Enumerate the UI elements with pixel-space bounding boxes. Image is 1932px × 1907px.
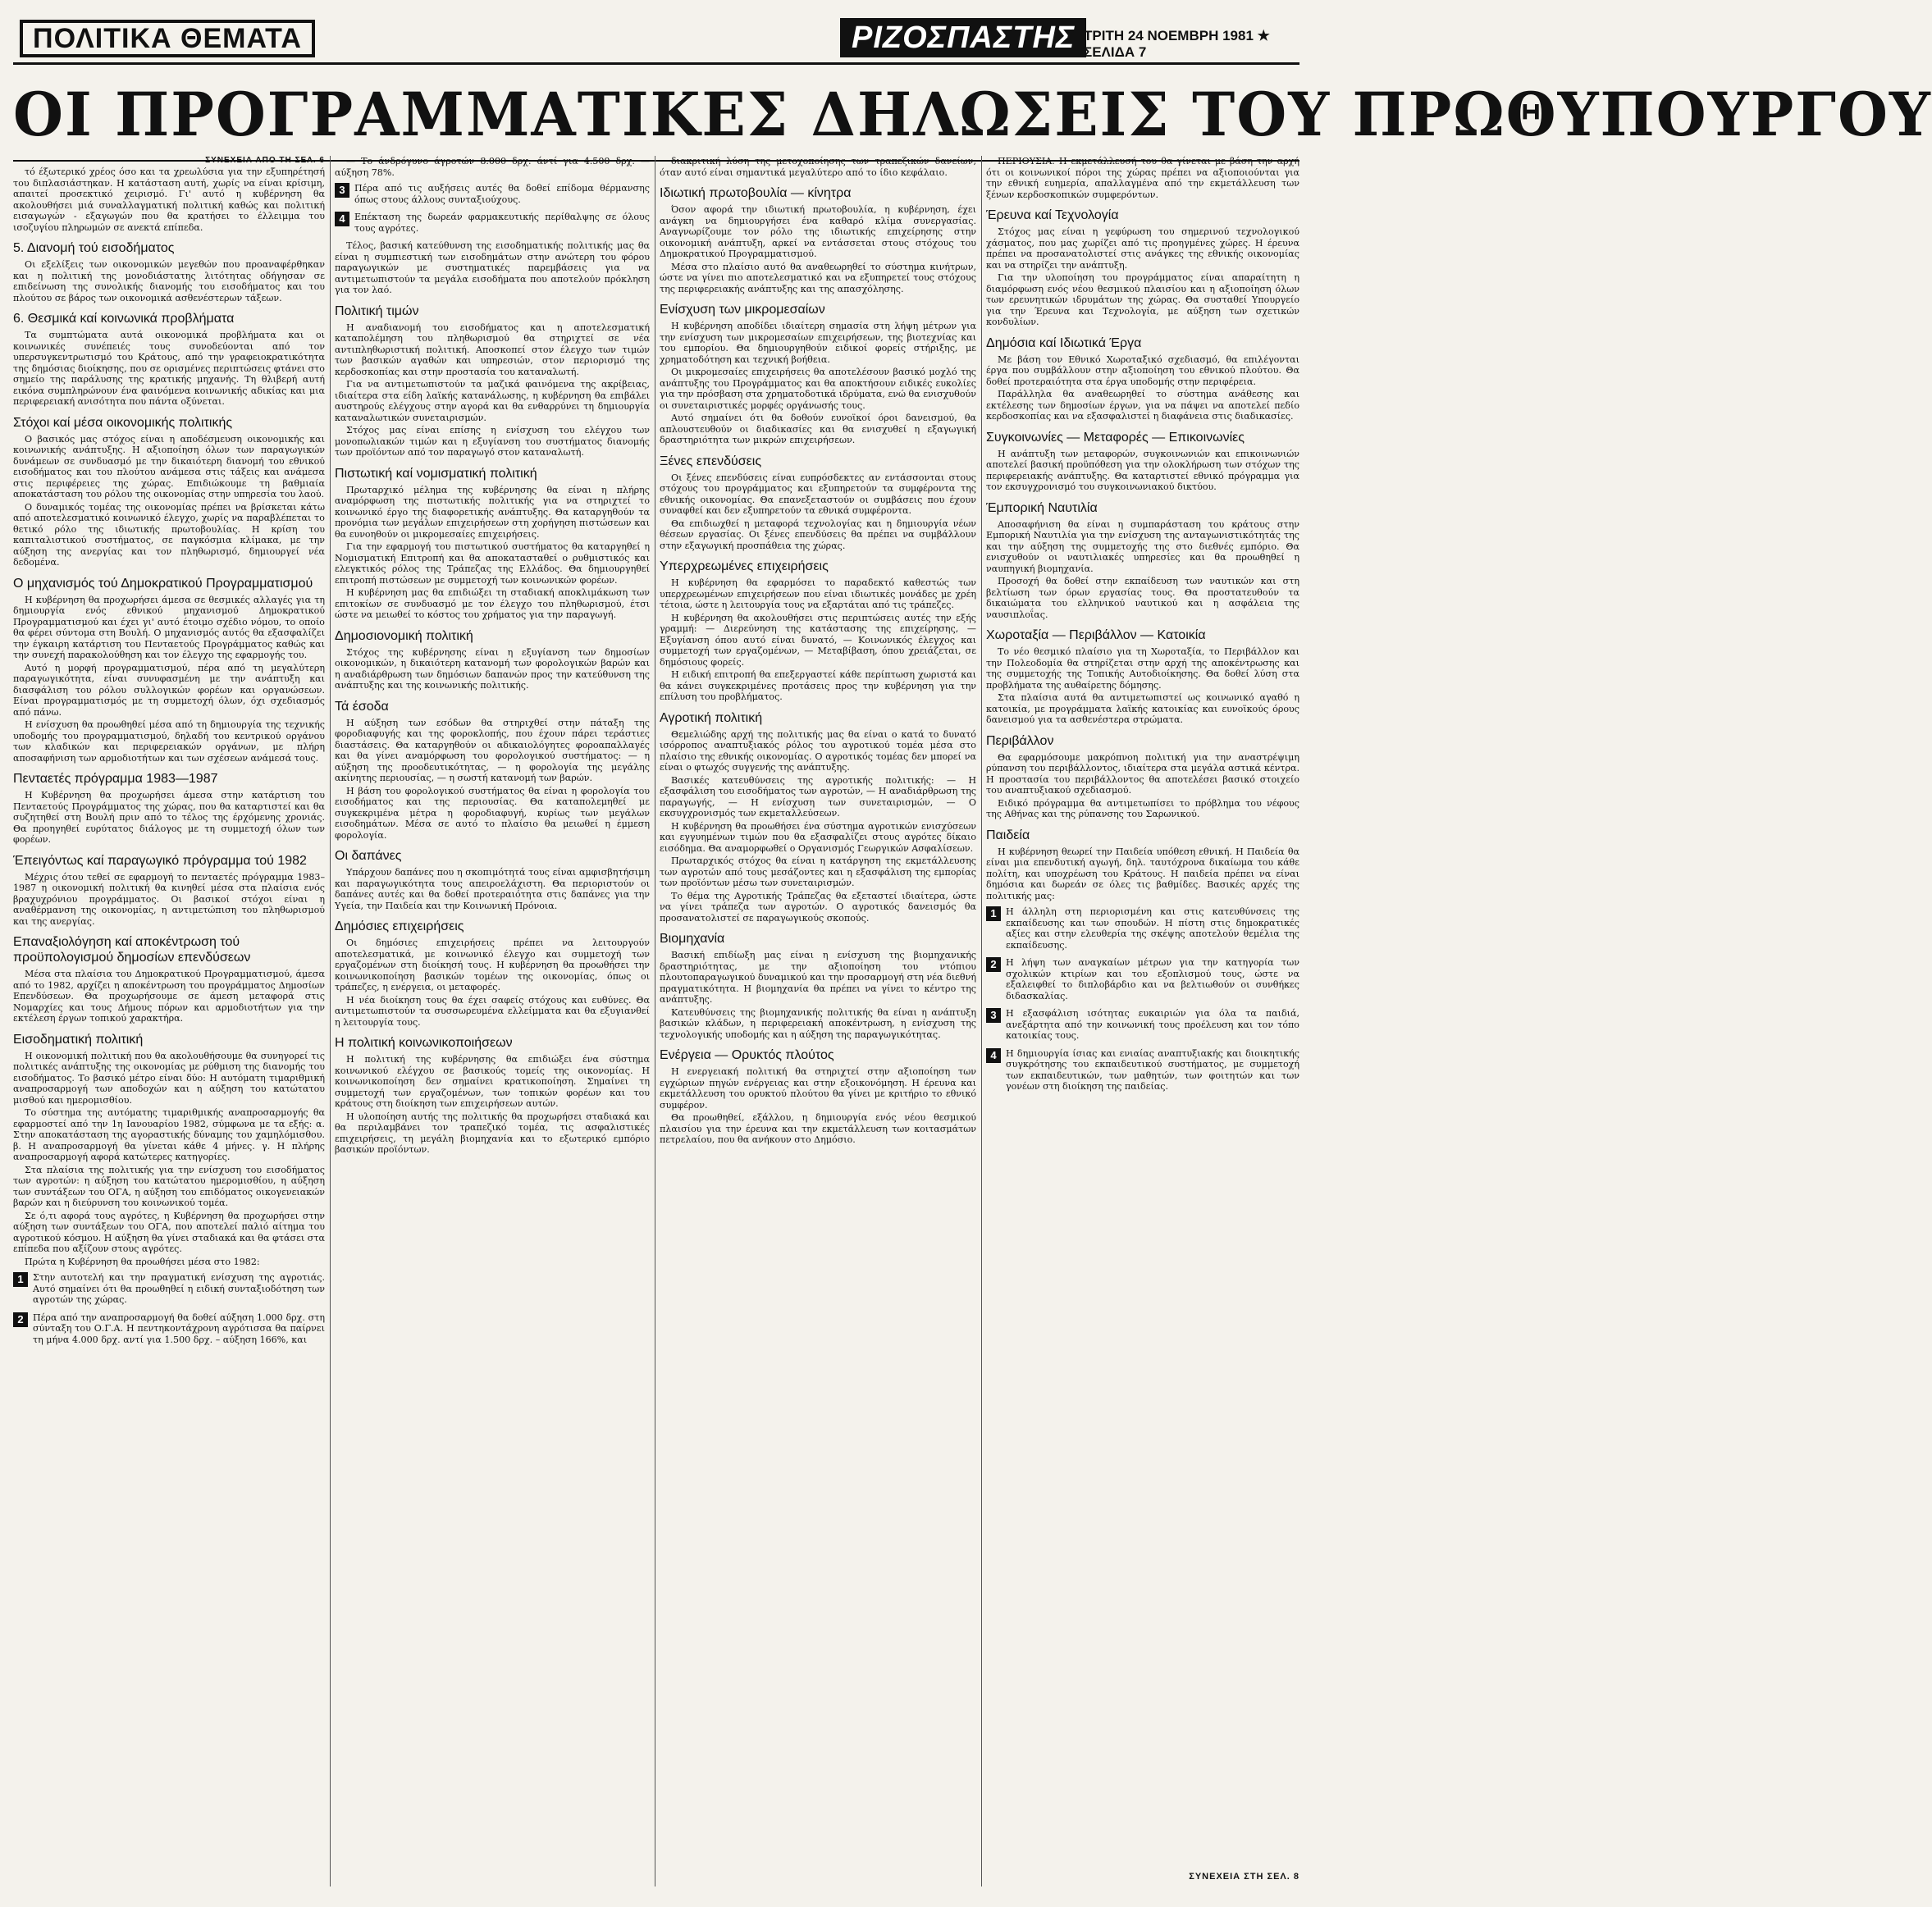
- paragraph: Η αναδιανομή του εισοδήματος και η αποτελεσματική καταπολέμηση του πληθωρισμού θα στηριχτεί σε νέα αντιπληθωριστική πολιτική. Αποσκοπεί στον έλεγχο των τιμών των βασικών αγαθών και υπηρεσιών, στον περιορισμό της κερδοσκοπίας και στην προστασία του καταναλωτή.: [335, 322, 650, 377]
- paragraph: Η αύξηση των εσόδων θα στηριχθεί στην πάταξη της φοροδιαφυγής και της φοροκλοπής, που έχουν πάρει τεράστιες διαστάσεις. Θα καταργηθούν οι αδικαιολόγητες φοροαπαλλαγές και θα γίνει αναμόρφωση του φορολογικού συστήματος: — η αύξηση της προοδευτικότητας, — η φορολογία της μεγάλης ακίνητης περιουσίας, — η σωστή κατανομή των βαρών.: [335, 717, 650, 783]
- paragraph: Μέσα στο πλαίσιο αυτό θα αναθεωρηθεί το σύστημα κινήτρων, ώστε να γίνει πιο αποτελεσματικό και να εξυπηρετεί τους στόχους της περιφερειακής ανάπτυξης και της απασχόλησης.: [660, 261, 976, 294]
- paragraph: Η βάση του φορολογικού συστήματος θα είναι η φορολογία του εισοδήματος και της περιουσίας. Θα καταπολεμηθεί με συγκεκριμένα μέτρα η φοροδιαφυγή, κυρίως των μεγάλων εισοδημάτων. Μέσα σε αυτό το πλαίσιο θα μειωθεί η έμμεση φορολογία.: [335, 785, 650, 841]
- paragraph: Η δημιουργία ίσιας και ενιαίας αναπτυξιακής και διοικητικής συγκρότησης του εκπαιδευτικού συστήματος, με συμμετοχή των εκπαιδευτικών, των μαθητών, των φοιτητών και των γονέων στη διοίκηση της παιδείας.: [1006, 1047, 1299, 1092]
- paragraph: Η κυβέρνηση θα εφαρμόσει το παραδεκτό καθεστώς των υπερχρεωμένων επιχειρήσεων που είναι ιδιωτικές μονάδες με χρέη τέτοια, ώστε η λειτουργία τους να εξαρτάται από τις τράπεζες.: [660, 577, 976, 610]
- subheading: Ιδιωτική πρωτοβουλία — κίνητρα: [660, 186, 852, 200]
- paragraph: Στόχος μας είναι επίσης η ενίσχυση του ελέγχου των μονοπωλιακών τιμών και η εξυγίανση του συστήματος διανομής των προϊόντων από τον παραγωγό στον καταναλωτή.: [335, 425, 650, 458]
- paragraph: Η ειδική επιτροπή θα επεξεργαστεί κάθε περίπτωση χωριστά και θα κάνει συγκεκριμένες προτάσεις προς την κυβέρνηση για την επίλυση του προβλήματος.: [660, 669, 976, 702]
- subheading: Δημόσια καί Ιδιωτικά Έργα: [986, 335, 1142, 350]
- subheading: Χωροταξία — Περιβάλλον — Κατοικία: [986, 628, 1206, 642]
- paragraph: Ειδικό πρόγραμμα θα αντιμετωπίσει το πρόβλημα του νέφους της Αθήνας και της ρύπανσης του Σαρωνικού.: [986, 797, 1299, 819]
- numbered-item: [986, 1048, 1299, 1094]
- number-badge: 1: [986, 906, 1001, 921]
- subheading: Εισοδηματική πολιτική: [13, 1032, 144, 1047]
- paragraph: Ο βασικός μας στόχος είναι η αποδέσμευση οικονομικής και κοινωνικής ανάπτυξης. Η αξιοποίηση όλων των παραγωγικών δυνάμεων σε συνδυασμό με την δικαιότερη διανομή του εθνικού εισοδήματος και του πλούτου ανάμεσα στις τάξεις και ανάμεσα στις περιφέρειες της χώρας. Επιδιώκουμε τη βαθμιαία αποκατάσταση του ρόλου της οικονομίας στην υπηρεσία του λαού.: [13, 433, 325, 500]
- subheading: Η πολιτική κοινωνικοποιήσεων: [335, 1036, 513, 1050]
- numbered-item: [986, 1008, 1299, 1043]
- numbered-item: [13, 1272, 325, 1307]
- paragraph: Οι δημόσιες επιχειρήσεις πρέπει να λειτουργούν αποτελεσματικά, με κοινωνικό έλεγχο και συμμετοχή των εργαζομένων στη διοίκησή τους. Η κυβέρνηση θα προωθήσει την κοινωνικοποίηση βασικών τομέων της οικονομίας, όπως οι τράπεζες, η ενέργεια, οι μεταφορές.: [335, 938, 650, 992]
- subheading: Ο μηχανισμός τού Δημοκρατικού Προγραμματισμού: [13, 576, 313, 591]
- subheading: Δημόσιες επιχειρήσεις: [335, 919, 464, 933]
- numbered-item: [986, 957, 1299, 1003]
- paragraph: Η υλοποίηση αυτής της πολιτικής θα προχωρήσει σταδιακά και θα περιλαμβάνει τον τραπεζικό τομέα, τις ασφαλιστικές επιχειρήσεις, τη μεγάλη βιομηχανία και το εξωτερικό εμπόριο βασικών προϊόντων.: [335, 1111, 650, 1155]
- paragraph: Παράλληλα θα αναθεωρηθεί το σύστημα ανάθεσης και εκτέλεσης των δημοσίων έργων, για να πάψει να αποτελεί πεδίο κερδοσκοπίας και να εξασφαλιστεί η διαφάνεια στις διαδικασίες.: [986, 389, 1299, 422]
- subheading: Παιδεία: [986, 828, 1030, 842]
- subheading: Συγκοινωνίες — Μεταφορές — Επικοινωνίες: [986, 430, 1245, 445]
- paragraph: Για να αντιμετωπιστούν τα μαζικά φαινόμενα της ακρίβειας, ιδιαίτερα στα είδη λαϊκής κατανάλωσης, η κυβέρνηση θα επιβάλει αυστηρούς ελέγχους στην αγορά και θα ενθαρρύνει τη δημιουργία καταναλωτικών συνεταιρισμών.: [335, 379, 650, 423]
- number-badge: 3: [335, 183, 349, 198]
- article-columns: [13, 156, 1299, 1886]
- number-badge: 3: [986, 1008, 1001, 1023]
- paragraph: Προσοχή θα δοθεί στην εκπαίδευση των ναυτικών και στη βελτίωση των όρων εργασίας τους. Θα προστατευθούν τα δικαιώματα του ελληνικού ναυτικού και η ασφάλεια της ναυσιπλοΐας.: [986, 576, 1299, 620]
- subheading: 6. Θεσμικά καί κοινωνικά προβλήματα: [13, 312, 235, 326]
- paragraph: Όσον αφορά την ιδιωτική πρωτοβουλία, η κυβέρνηση, έχει ανάγκη να δημιουργήσει ένα καθαρό κλίμα συνεργασίας. Αναγνωρίζουμε τον ρόλο της ιδιωτικής επιχείρησης στην οικονομική ανάπτυξη, αρκεί να εντάσσεται στους στόχους του Δημοκρατικού Προγραμματισμού.: [660, 204, 976, 259]
- subheading: Πενταετές πρόγραμμα 1983—1987: [13, 772, 218, 786]
- paragraph: Μέχρις ότου τεθεί σε εφαρμογή το πενταετές πρόγραμμα 1983–1987 η οικονομική πολιτική θα κινηθεί μέσα στα πλαίσια ενός βραχυχρόνιου προγράμματος. Οι βασικοί στόχοι είναι η αναθέρμανση της οικονομίας, η αντιμετώπιση του πληθωρισμού και της ανεργίας.: [13, 871, 325, 927]
- paragraph: Θα επιδιωχθεί η μεταφορά τεχνολογίας και η δημιουργία νέων θέσεων εργασίας. Οι ξένες επενδύσεις θα πρέπει να συμβάλλουν στην εξαγωγική προσπάθεια της χώρας.: [660, 518, 976, 551]
- subheading: Περιβάλλον: [986, 733, 1054, 748]
- paragraph: Πρώτα η Κυβέρνηση θα προωθήσει μέσα στο 1982:: [25, 1256, 260, 1267]
- paragraph: Βασικές κατευθύνσεις της αγροτικής πολιτικής: — Η εξασφάλιση του εισοδήματος των αγροτών, — Η αναδιάρθρωση της παραγωγής, — Η ενίσχυση των συνεταιρισμών, — Ο εκσυγχρονισμός των εκμεταλλεύσεων.: [660, 774, 976, 819]
- paragraph: — Το άνδρόγυνο άγροτών 8.000 δρχ. άντί για 4.500 δρχ. — αύξηση 78%.: [335, 156, 650, 178]
- paragraph: Τα συμπτώματα αυτά οικονομικά προβλήματα και οι κοινωνικές συνέπειές τους συνοδεύονται από τον υπερσυγκεντρωτισμό του Κράτους, από την γραφειοκρατικότητα της δημόσιας διοίκησης, που σε ορισμένες περιπτώσεις φτάνει στο σημείο της παράλυσης της κρατικής μηχανής. Τη θλιβερή αυτή εικόνα συμπληρώνουν ένα φαινόμενα κοινωνικής αδικίας και μια περιφερειακή ανισότητα που πάντα οξύνεται.: [13, 330, 325, 407]
- paragraph: Η οικονομική πολιτική που θα ακολουθήσουμε θα συνηγορεί τις πολιτικές ανάπτυξης της οικονομίας με ρύθμιση της διανομής του εισοδήματος. Το βασικό μέτρο είναι δύο: Η αυτόματη τιμαριθμική αναπροσαρμογή των αποδοχών και η αύξηση του κατώτατου μισθού και ημερομισθίου.: [13, 1050, 325, 1106]
- column-1: [13, 156, 325, 1886]
- paragraph: Η κυβέρνηση θα ακολουθήσει στις περιπτώσεις αυτές την εξής γραμμή: — Διερεύνηση της κατάστασης της επιχείρησης, — Εξυγίανση όπου αυτό είναι δυνατό, — Κοινωνικός έλεγχος και συμμετοχή των εργαζομένων, — Μεταβίβαση, όπου χρειάζεται, σε δημόσιους φορείς.: [660, 612, 976, 668]
- paragraph: Βασική επιδίωξη μας είναι η ενίσχυση της βιομηχανικής δραστηριότητας, με την αξιοποίηση του ντόπιου πλουτοπαραγωγικού δυναμικού και την προσαρμογή στη νέα διεθνή πραγματικότητα. Η βιομηχανία θα πρέπει να γίνει το κέντρο της ανάπτυξης.: [660, 950, 976, 1005]
- paragraph: Η ενίσχυση θα προωθηθεί μέσα από τη δημιουργία της τεχνικής υποδομής του προγραμματισμού, δηλαδή του κεντρικού οργάνου των κλαδικών και περιφερειακών οργάνων, με πλήρη αποσαφήνιση των αρμοδιοτήτων και των σχέσεων ανάμεσά τους.: [13, 719, 325, 764]
- paragraph: ΠΕΡΙΟΥΣΙΑ. Η εκμετάλλευσή του θα γίνεται με βάση την αρχή ότι οι κοινωνικοί πόροι της χώρας πρέπει να αξιοποιούνται για την εθνική ευημερία, απαλλαγμένα από την εκμετάλλευση των ξένων κερδοσκοπικών συμφερόντων.: [986, 156, 1299, 200]
- subheading: Στόχοι καί μέσα οικονομικής πολιτικής: [13, 415, 233, 430]
- paragraph: Το θέμα της Αγροτικής Τράπεζας θα εξεταστεί ιδιαίτερα, ώστε να γίνει τράπεζα των αγροτών. Ο αγροτικός δανεισμός θα προσανατολιστεί σε παραγωγικούς σκοπούς.: [660, 890, 976, 924]
- numbered-item: [13, 1312, 325, 1348]
- numbered-item: [986, 906, 1299, 952]
- paragraph: Η ενεργειακή πολιτική θα στηριχτεί στην αξιοποίηση των εγχώριων πηγών ενέργειας και στην εξοικονόμηση. Η έρευνα και εκμετάλλευση του ορυκτού πλούτου θα γίνει με κριτήριο το εθνικό συμφέρον.: [660, 1066, 976, 1111]
- paragraph: Το σύστημα της αυτόματης τιμαριθμικής αναπροσαρμογής θα εφαρμοστεί από την 1η Ιανουαρίου 1982, σύμφωνα με τα εξής: α. Στην αποκατάσταση της αγοραστικής δύναμης του χαμηλόμισθου. β. Η αναπροσαρμογή θα γίνεται κάθε 4 μήνες. γ. Η πλήρης αναπροσαρμογή αφορά κατώτερες κατηγορίες.: [13, 1107, 325, 1162]
- number-badge: 2: [13, 1312, 28, 1327]
- number-badge: 1: [13, 1272, 28, 1287]
- paragraph: Κατευθύνσεις της βιομηχανικής πολιτικής θα είναι η ανάπτυξη βασικών κλάδων, η περιφερειακή αποκέντρωση, η ενίσχυση της τεχνολογικής υποδομής και η αύξηση της παραγωγικότητας.: [660, 1006, 976, 1040]
- paragraph: Τέλος, βασική κατεύθυνση της εισοδηματικής πολιτικής μας θα είναι η συμπιεστική των εισοδημάτων στην ανώτερη του φόρου παραγωγικών με συστηματικές παρεμβάσεις για να αντιμετωπιστούν τα μεγάλα εισοδήματα που αποτελούν πρόκληση για τον λαό.: [335, 240, 650, 295]
- paragraph: τό έξωτερικό χρέος όσο και τα χρεωλύσια για την εξυπηρέτησή του διπλασιάστηκαν. Η κατάσταση αυτή, χωρίς να είναι κρίσιμη, απαιτεί προσεκτικό χειρισμό. Γι' αυτό η κυβέρνηση θα ακολουθήσει μιά συναλλαγματική πολιτική καθώς και πολιτική εισαγωγών - εξαγωγών που θα κρατήσει το έλλειμμα του ισοζυγίου πληρωμών σε ανεκτά επίπεδα.: [13, 167, 325, 233]
- subheading: Αγροτική πολιτική: [660, 710, 763, 725]
- paragraph: Υπάρχουν δαπάνες που η σκοπιμότητά τους είναι αμφισβητήσιμη και παραγωγικότητα τους απειροελάχιστη. Θα περιοριστούν οι δαπάνες αυτές και θα δοθεί προτεραιότητα στις δαπάνες για την Υγεία, την Παιδεία και την Κοινωνική Πρόνοια.: [335, 867, 650, 911]
- subheading: Βιομηχανία: [660, 932, 725, 946]
- column-divider: [981, 156, 982, 1886]
- paragraph: Πέρα από τις αυξήσεις αυτές θα δοθεί επίδομα θέρμανσης όπως στους άλλους συνταξιούχους.: [354, 183, 650, 205]
- paragraph: Οι ξένες επενδύσεις είναι ευπρόσδεκτες αν εντάσσονται στους στόχους του προγράμματος και εξυπηρετούν τα συμφέροντα της εθνικής οικονομίας. Θα επανεξεταστούν οι συμβάσεις που έχουν συναφθεί και δεν εξυπηρετούν τα εθνικά συμφέροντα.: [660, 472, 976, 516]
- paragraph: Στα πλαίσια της πολιτικής για την ενίσχυση του εισοδήματος των αγροτών: η αύξηση του κατώτατου ημερομισθίου, η αύξηση των συντάξεων του ΟΓΑ, η αύξηση του επιδόματος οικογενειακών βαρών και η διεύρυνση του κοινωνικού τομέα.: [13, 1164, 325, 1208]
- paragraph: Θα εφαρμόσουμε μακρόπνοη πολιτική για την αναστρέψιμη ρύπανση του περιβάλλοντος, ιδιαίτερα στα μεγάλα αστικά κέντρα. Η προστασία του περιβάλλοντος θα αποτελέσει βασικό στοιχείο του αναπτυξιακού σχεδιασμού.: [986, 751, 1299, 796]
- paragraph: Η κυβέρνηση θα προωθήσει ένα σύστημα αγροτικών ενισχύσεων και εγγυημένων τιμών που θα εξασφαλίζει στους αγρότες δίκαιο εισόδημα. Θα αναμορφωθεί ο Οργανισμός Γεωργικών Ασφαλίσεων.: [660, 820, 976, 854]
- paragraph: Πρωταρχικός στόχος θα είναι η κατάργηση της εκμετάλλευσης των αγροτών από τους μεσάζοντες και η εξασφάλιση της εμπορίας των προϊόντων μέσω των συνεταιρισμών.: [660, 855, 976, 888]
- paragraph: διακριτική λύση της μετοχοποίησης των τραπεζικών δανείων, όταν αυτό είναι σημαντικά μεγαλύτερο από το ίδιο κεφάλαιο.: [660, 156, 976, 178]
- paragraph: Η κυβέρνηση θα προχωρήσει άμεσα σε θεσμικές αλλαγές για τη δημιουργία ενός εθνικού μηχανισμού Δημοκρατικού Προγραμματισμού και έχει γι' αυτό έτοιμο σχέδιο νόμου, το οποίο θα φέρει σύντομα στη Βουλή. Ο μηχανισμός αυτός θα εξασφαλίζει την έγκαιρη κατάρτιση του Πενταετούς Προγράμματος καθώς και την συνεχή παρακολούθηση και τον έλεγχο της εφαρμογής του.: [13, 594, 325, 660]
- paragraph: Ο δυναμικός τομέας της οικονομίας πρέπει να βρίσκεται κάτω από αποτελεσματικό κοινωνικό έλεγχο, χωρίς να παραβλέπεται το θετικό ρόλο της ιδιωτικής πρωτοβουλίας. Η κρίση του καπιταλιστικού συστήματος, σε παγκόσμια κλίμακα, με την αύξηση της ανεργίας και τον πληθωρισμό, δημιουργεί νέα δεδομένα.: [13, 501, 325, 568]
- subheading: Υπερχρεωμένες επιχειρήσεις: [660, 559, 829, 573]
- subheading: Επαναξιολόγηση καί αποκέντρωση τού προϋπολογισμού δημοσίων επενδύσεων: [13, 935, 251, 965]
- number-badge: 4: [335, 212, 349, 226]
- paragraph: Στόχος της κυβέρνησης είναι η εξυγίανση των δημοσίων οικονομικών, η δικαιότερη κατανομή των φορολογικών βαρών και η αναδιάρθρωση των δημόσιων δαπανών προς την κατεύθυνση της ανάπτυξης και της κοινωνικής πολιτικής.: [335, 646, 650, 691]
- continued-from: ΣΥΝΕΧΕΙΑ ΑΠΟ ΤΗ ΣΕΛ. 6: [205, 156, 325, 165]
- subheading: Ενέργεια — Ορυκτός πλούτος: [660, 1048, 834, 1062]
- number-badge: 2: [986, 957, 1001, 972]
- subheading: Έρευνα καί Τεχνολογία: [986, 208, 1119, 222]
- paragraph: Αυτό η μορφή προγραμματισμού, πέρα από τη μεγαλύτερη παραγωγικότητα, είναι συνυφασμένη με την ανάπτυξη και διασφάλιση του ρόλου συλλογικών φορέων και οργανώσεων. Είναι προγραμματισμός με τη συμμετοχή όλων, όχι σχεδιασμός από πάνω.: [13, 662, 325, 718]
- paragraph: Θεμελιώδης αρχή της πολιτικής μας θα είναι ο κατά το δυνατό ισόρροπος αναπτυξιακός ρόλος του αγροτικού τομέα μέσα στο πλαίσιο της εθνικής οικονομίας. Ο αγροτικός τομέας δεν μπορεί να είναι ο φτωχός συγγενής της ανάπτυξης.: [660, 728, 976, 773]
- paragraph: Στα πλαίσια αυτά θα αντιμετωπιστεί ως κοινωνικό αγαθό η κατοικία, με προγράμματα λαϊκής κατοικίας και ευνοϊκούς όρους δανεισμού για τα ασθενέστερα στρώματα.: [986, 692, 1299, 725]
- subheading: Έπειγόντως καί παραγωγικό πρόγραμμα τού 1982: [13, 853, 307, 868]
- paragraph: Η Κυβέρνηση θα προχωρήσει άμεσα στην κατάρτιση του Πενταετούς Προγράμματος της χώρας, που θα καταρτιστεί και θα συζητηθεί στη Βουλή πριν από το τέλος της έρχόμενης χρονιάς. Θα προηγηθεί ευρύτατος διάλογος με τη συμμετοχή όλων των φορέων.: [13, 790, 325, 845]
- paragraph: Πρωταρχικό μέλημα της κυβέρνησης θα είναι η πλήρης αναμόρφωση της πιστωτικής πολιτικής για να στηριχτεί το κοινωνικό έργο της διαφορετικής ανάπτυξης. Θα καταργηθούν τα προνόμια των μεγάλων επιχειρήσεων στη χορήγηση πιστώσεων και θα ευνοηθούν οι μικρομεσαίες επιχειρήσεις.: [335, 484, 650, 540]
- masthead: [13, 11, 1299, 65]
- subheading: Έμπορική Ναυτιλία: [986, 500, 1098, 515]
- paragraph: Οι εξελίξεις των οικονομικών μεγεθών που προαναφέρθηκαν και η πολιτική της μονοδιάστατης λιτότητας οδήγησαν σε επιδείνωση της συνολικής διανομής του εισοδήματος και του πλούτου σε βάρος των οικονομικά ασθενέστερων τάξεων.: [13, 259, 325, 303]
- paper-logo: ΡΙΖΟΣΠΑΣΤΗΣ: [840, 18, 1086, 57]
- paragraph: Στόχος μας είναι η γεφύρωση του σημερινού τεχνολογικού χάσματος, που μας χωρίζει από τις προηγμένες χώρες. Η έρευνα πρέπει να προσανατολιστεί στις ανάγκες της εθνικής οικονομίας και να στηρίζει την ανάπτυξη.: [986, 226, 1299, 271]
- paragraph: Η κυβέρνηση θεωρεί την Παιδεία υπόθεση εθνική. Η Παιδεία θα είναι μια επενδυτική αγωγή, δηλ. ταυτόχρονα δικαίωμα του κάθε πολίτη, και υποχρέωση του Κράτους. Η παιδεία πρέπει να είναι δημόσια και δωρεάν σε όλες τις βαθμίδες. Βασικές αρχές της πολιτικής μας:: [986, 846, 1299, 901]
- paragraph: Πέρα από την αναπροσαρμογή θα δοθεί αύξηση 1.000 δρχ. στη σύνταξη του Ο.Γ.Α. Η πεντηκοντάχρονη αγρότισσα θα παίρνει τη μήνα 4.000 δρχ. αντί για 1.500 δρχ. – αύξηση 166%, και: [33, 1312, 325, 1345]
- paragraph: Επέκταση της δωρεάν φαρμακευτικής περίθαλψης σε όλους τους αγρότες.: [354, 212, 650, 234]
- subheading: Τά έσοδα: [335, 699, 389, 714]
- paragraph: Η κυβέρνηση μας θα επιδιώξει τη σταδιακή αποκλιμάκωση των επιτοκίων σε συνδυασμό με τον έλεγχο του πληθωρισμού, έτσι ώστε να μειωθεί το κόστος του χρήματος για την παραγωγή.: [335, 587, 650, 620]
- subheading: Δημοσιονομική πολιτική: [335, 628, 473, 643]
- numbered-item: [335, 183, 650, 207]
- paragraph: Αποσαφήνιση θα είναι η συμπαράσταση του κράτους στην Εμπορική Ναυτιλία για την ενίσχυση της ανταγωνιστικότητάς της και την αύξηση της συμμετοχής της στο διεθνές εμπόριο. Θα ενισχυθούν οι ναυτιλιακές υπηρεσίες και θα προωθηθεί η ναυπηγική βιομηχανία.: [986, 518, 1299, 574]
- continued-to: ΣΥΝΕΧΕΙΑ ΣΤΗ ΣΕΛ. 8: [1189, 1872, 1299, 1882]
- number-badge: 4: [986, 1048, 1001, 1063]
- paragraph: Η πολιτική της κυβέρνησης θα επιδιώξει ένα σύστημα κοινωνικού ελέγχου σε βασικούς τομείς της οικονομίας. Η κοινωνικοποίηση δεν σημαίνει κρατικοποίηση. Σημαίνει τη συμμετοχή των εργαζομένων, των τοπικών φορέων και του κράτους στη διοίκηση των επιχειρήσεων αυτών.: [335, 1054, 650, 1109]
- paragraph: Το νέο θεσμικό πλαίσιο για τη Χωροταξία, το Περιβάλλον και την Πολεοδομία θα στηρίζεται στην αρχή της αποκέντρωσης και της συμμετοχής της Τοπικής Αυτοδιοίκησης. Θα δοθεί λύση στα προβλήματα της αυθαίρετης δόμησης.: [986, 646, 1299, 691]
- subheading: 5. Διανομή τού εισοδήματος: [13, 241, 175, 255]
- paragraph: Θα προωθηθεί, εξάλλου, η δημιουργία ενός νέου θεσμικού πλαισίου για την έρευνα και την εκμετάλλευση των κοιτασμάτων πετρελαίου, που θα ανήκουν στο Δημόσιο.: [660, 1112, 976, 1145]
- main-headline: ΟΙ ΠΡΟΓΡΑΜΜΑΤΙΚΕΣ ΔΗΛΩΣΕΙΣ ΤΟΥ ΠΡΩΘΥΠΟΥΡΓΟΥ: [13, 78, 1932, 151]
- subheading: Ξένες επενδύσεις: [660, 454, 762, 468]
- subheading: Ενίσχυση των μικρομεσαίων: [660, 303, 825, 317]
- column-4: [986, 156, 1299, 1886]
- paragraph: Αυτό σημαίνει ότι θα δοθούν ευνοϊκοί όροι δανεισμού, θα απλουστευθούν οι διαδικασίες και θα ενισχυθεί η εξαγωγική δραστηριότητα των μικρών επιχειρήσεων.: [660, 413, 976, 445]
- paragraph: Η εξασφάλιση ισότητας ευκαιριών για όλα τα παιδιά, ανεξάρτητα από την κοινωνική τους προέλευση και τον τόπο κατοικίας τους.: [1006, 1008, 1299, 1041]
- subheading: Οι δαπάνες: [335, 849, 402, 863]
- column-2: [335, 156, 650, 1886]
- paragraph: Η άλληλη στη περιορισμένη και στις κατευθύνσεις της εκπαίδευσης και των σπουδών. Η πίστη στις δημοκρατικές αξίες και στην ελευθερία της σκέψης αποτελούν θεμέλια της εκπαίδευσης.: [1006, 906, 1299, 951]
- paragraph: Σε ό,τι αφορά τους αγρότες, η Κυβέρνηση θα προχωρήσει στην αύξηση των συντάξεων του ΟΓΑ, που αποτελεί παλιό αίτημα του αγροτικού κόσμου. Η αύξηση θα γίνει σταδιακά και θα φτάσει στα επίπεδα που αξίζουν στους αγρότες.: [13, 1210, 325, 1254]
- column-divider: [330, 156, 331, 1886]
- paragraph: Με βάση τον Εθνικό Χωροταξικό σχεδιασμό, θα επιλέγονται έργα που συμβάλλουν στην αξιοποίηση του εθνικού πλούτου. Θα δοθεί προτεραιότητα στα έργα υποδομής στην περιφέρεια.: [986, 354, 1299, 387]
- numbered-item: [335, 212, 650, 235]
- dateline: ΤΡΙΤΗ 24 ΝΟΕΜΒΡΗ 1981 ★ ΣΕΛΙΔΑ 7: [1084, 28, 1270, 60]
- section-title: ΠΟΛΙΤΙΚΑ ΘΕΜΑΤΑ: [20, 20, 315, 57]
- paragraph: Στην αυτοτελή και την πραγματική ενίσχυση της αγροτιάς. Αυτό σημαίνει ότι θα προωθηθεί η ειδική συνταξιοδότηση των αγροτών της χώρας.: [33, 1272, 325, 1305]
- subheading: Πιστωτική καί νομισματική πολιτική: [335, 466, 537, 481]
- paragraph: Η κυβέρνηση αποδίδει ιδιαίτερη σημασία στη λήψη μέτρων για την ενίσχυση των μικρομεσαίων επιχειρήσεων, της βιοτεχνίας και του εμπορίου. Θα δημιουργηθούν ειδικοί φορείς στήριξης, με χρηματοδότηση και τεχνική βοήθεια.: [660, 321, 976, 365]
- paragraph: Για την υλοποίηση του προγράμματος είναι απαραίτητη η διαμόρφωση ενός νέου θεσμικού πλαισίου και η αξιοποίηση όλων των ερευνητικών ιδρυμάτων της χώρας. Θα συσταθεί Υπουργείο για την Έρευνα και Τεχνολογία, με αύξηση των σχετικών κονδυλίων.: [986, 272, 1299, 327]
- paragraph: Για την εφαρμογή του πιστωτικού συστήματος θα καταργηθεί η Νομισματική Επιτροπή και θα αποκατασταθεί ο ρυθμιστικός και ελεγκτικός ρόλος της Τράπεζας της Ελλάδος. Θα δημιουργηθεί επιτροπή πιστώσεων με συμμετοχή των κοινωνικών φορέων.: [335, 541, 650, 586]
- subheading: Πολιτική τιμών: [335, 303, 419, 318]
- paragraph: Μέσα στα πλαίσια του Δημοκρατικού Προγραμματισμού, άμεσα από το 1982, αρχίζει η αποκέντρωση του προγράμματος Δημοσίων Επενδύσεων. Θα προχωρήσουμε σε άμεση μεταφορά στις Νομαρχίες και τους Δήμους πόρων και αρμοδιοτήτων για την εκτέλεση έργων τοπικού χαρακτήρα.: [13, 969, 325, 1024]
- paragraph: Η λήψη των αναγκαίων μέτρων για την κατηγορία των σχολικών κτιρίων και του εξοπλισμού τους, ώστε να εξαλειφθεί το διπλοβάρδιο και να βελτιωθούν οι συνθήκες διδασκαλίας.: [1006, 957, 1299, 1001]
- column-3: [660, 156, 976, 1886]
- paragraph: Η ανάπτυξη των μεταφορών, συγκοινωνιών και επικοινωνιών αποτελεί βασική προϋπόθεση για την ολοκλήρωση των στόχων της περιφερειακής ανάπτυξης. Θα καταρτιστεί εθνικό πρόγραμμα για τον εκσυγχρονισμό του συγκοινωνιακού δικτύου.: [986, 448, 1299, 492]
- paragraph: Οι μικρομεσαίες επιχειρήσεις θα αποτελέσουν βασικό μοχλό της ανάπτυξης του Προγράμματος και θα αποκτήσουν ειδικές ευκολίες για την πρόσβαση στα χρηματοδοτικά ιδρύματα, ενώ θα ενισχυθούν οι συνεταιριστικές μορφές οργάνωσής τους.: [660, 367, 976, 411]
- paragraph: Η νέα διοίκηση τους θα έχει σαφείς στόχους και ευθύνες. Θα αντιμετωπιστούν τα συσσωρευμένα ελλείμματα και θα εξυγιανθεί η λειτουργία τους.: [335, 994, 650, 1028]
